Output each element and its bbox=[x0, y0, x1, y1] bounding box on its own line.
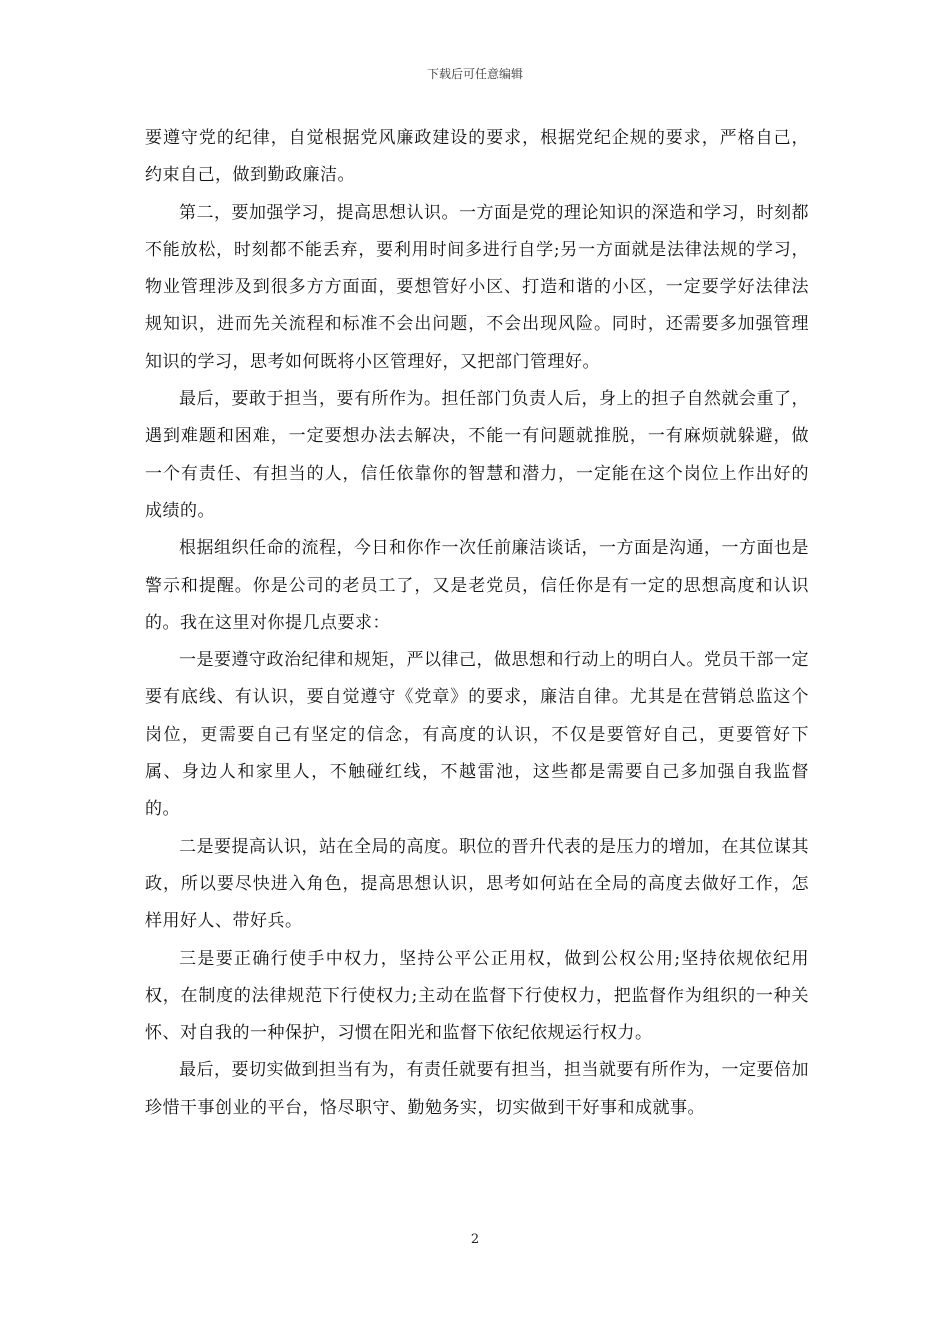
document-body bbox=[145, 120, 809, 1127]
paragraph-second-point: 第二，要加强学习，提高思想认识。一方面是党的理论知识的深造和学习，时刻都不能放松，时刻都不能丢弃，要利用时间多进行自学;另一方面就是法律法规的学习，物业管理涉及到很多方方面面，要想管好小区、打造和谐的小区，一定要学好法律法规知识，进而先关流程和标准不会出问题，不会出现风险。同时，还需要多加强管理知识的学习，思考如何既将小区管理好，又把部门管理好。 bbox=[145, 202, 809, 372]
paragraph-talk-intro: 根据组织任命的流程，今日和你作一次任前廉洁谈话，一方面是沟通，一方面也是警示和提醒。你是公司的老员工了，又是老党员，信任你是有一定的思想高度和认识的。我在这里对你提几点要求： bbox=[145, 538, 809, 633]
page-number: 2 bbox=[470, 1232, 480, 1247]
paragraph-finally-responsibility: 最后，要敢于担当，要有所作为。担任部门负责人后，身上的担子自然就会重了，遇到难题和困难，一定要想办法去解决，不能一有问题就推脱，一有麻烦就躲避，做一个有责任、有担当的人，信任依靠你的智慧和潜力，一定能在这个岗位上作出好的成绩的。 bbox=[145, 389, 809, 521]
paragraph-continuation: 要遵守党的纪律，自觉根据党风廉政建设的要求，根据党纪企规的要求，严格自己，约束自己，做到勤政廉洁。 bbox=[145, 128, 809, 186]
page-header: 下载后可任意编辑 bbox=[426, 67, 523, 81]
paragraph-requirement-one: 一是要遵守政治纪律和规矩，严以律己，做思想和行动上的明白人。党员干部一定要有底线、有认识，要自觉遵守《党章》的要求，廉洁自律。尤其是在营销总监这个岗位，更需要自己有坚定的信念，有高度的认识，不仅是要管好自己，更要管好下属、身边人和家里人，不触碰红线，不越雷池，这些都是需要自己多加强自我监督的。 bbox=[145, 650, 809, 820]
paragraph-requirement-final: 最后，要切实做到担当有为，有责任就要有担当，担当就要有所作为，一定要倍加珍惜干事创业的平台，恪尽职守、勤勉务实，切实做到干好事和成就事。 bbox=[145, 1060, 809, 1118]
paragraph-requirement-three: 三是要正确行使手中权力，坚持公平公正用权，做到公权公用;坚持依规依纪用权，在制度的法律规范下行使权力;主动在监督下行使权力，把监督作为组织的一种关怀、对自我的一种保护，习惯在阳光和监督下依纪依规运行权力。 bbox=[145, 948, 809, 1044]
paragraph-requirement-two: 二是要提高认识，站在全局的高度。职位的晋升代表的是压力的增加，在其位谋其政，所以要尽快进入角色，提高思想认识，思考如何站在全局的高度去做好工作，怎样用好人、带好兵。 bbox=[145, 836, 809, 932]
